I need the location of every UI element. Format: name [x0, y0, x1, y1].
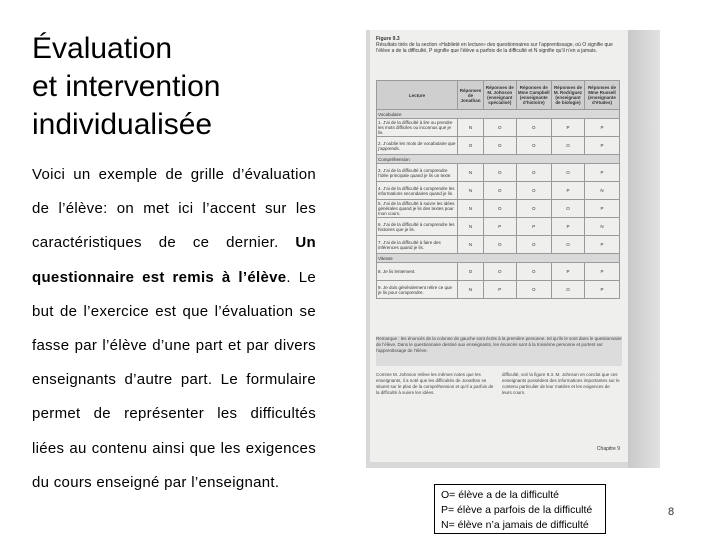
figure-table-cell: P — [552, 263, 585, 281]
figure-table-cell: O — [484, 200, 517, 218]
figure-table-cell: N — [458, 164, 484, 182]
figure-table-section-label: Vocabulaire — [377, 110, 620, 119]
figure-table-cell: O — [516, 182, 551, 200]
figure-caption: Résultats tirés de la section «Habileté en lecture» des questionnaires sur l’apprentissage, où O signifie que l’élève a de la difficulté, P signifie que l’élève a parfois de la difficulté et N signifie qu’il n’en a jamais. — [376, 42, 613, 54]
figure-table-cell: N — [584, 182, 619, 200]
page-binding-shadow — [628, 30, 660, 468]
figure-table-header-cell: Lecture — [377, 81, 458, 110]
figure-table-row — [377, 200, 620, 218]
figure-table-cell: O — [552, 137, 585, 155]
figure-table-row-label: 7. J’ai de la difficulté à faire des inférences quand je lis. — [377, 236, 458, 254]
figure-note: Remarque : les énoncés de la colonne de gauche sont écrits à la première personne, tel qu’ils le sont dans le questionnaire de l’élève. Dans le questionnaire destiné aux enseignants, les énoncés sont à la troisième personne et portent sur l’apprentissage de l’élève. — [376, 336, 622, 366]
figure-table-cell: P — [484, 218, 517, 236]
figure-table-cell: N — [458, 281, 484, 299]
figure-column-left: Comme M. Johnson relève les mêmes notes que les enseignants, il a noté que les difficultés de Jonathan se situent sur le plan de la compréhension et qu’il a parfois de la difficulté à suivre les idées. — [376, 372, 494, 395]
figure-table-row — [377, 182, 620, 200]
figure-table-cell: P — [584, 200, 619, 218]
figure-table-cell: P — [484, 281, 517, 299]
figure-table-cell: P — [584, 119, 619, 137]
figure-table-row — [377, 137, 620, 155]
scanned-textbook-page — [366, 30, 660, 468]
title-line-1: Évaluation — [32, 32, 173, 65]
figure-table-cell: P — [584, 164, 619, 182]
figure-table-cell: N — [584, 218, 619, 236]
body-paragraph — [32, 158, 316, 500]
figure-table-section-row — [377, 155, 620, 164]
legend-line-p: P= élève a parfois de la difficulté — [441, 504, 593, 516]
figure-table-header-cell: Réponses de Jonathan — [458, 81, 484, 110]
figure-footer: Chapitre 9 — [596, 446, 620, 452]
figure-table-cell: O — [516, 119, 551, 137]
figure-table-cell: N — [458, 218, 484, 236]
figure-table-cell: O — [484, 263, 517, 281]
figure-table-cell: O — [552, 281, 585, 299]
figure-table-row-label: 1. J’ai de la difficulté à lire ou prendre les mots difficiles ou inconnus que je lis. — [377, 119, 458, 137]
figure-table-header-cell: Réponses de M. Johnson (enseignant spécialisé) — [484, 81, 517, 110]
figure-table-cell: O — [484, 119, 517, 137]
figure-table-cell: P — [584, 236, 619, 254]
figure-table-cell: O — [484, 137, 517, 155]
figure-table-cell: P — [552, 218, 585, 236]
figure-table-section-row — [377, 254, 620, 263]
figure-table-cell: N — [458, 119, 484, 137]
figure-table-row-label: 2. J’oublie les mots de vocabulaire que j’apprends. — [377, 137, 458, 155]
figure-table-row-label: 9. Je dois généralement relire ce que je lis pour comprendre. — [377, 281, 458, 299]
figure-column-right: difficulté, voir la figure 9.3. M. Johnson en conclut que ces enseignants possèdent des informations importantes sur le contenu particulier de leur matière et les exigences de leurs cours. — [502, 372, 620, 395]
figure-table-header-cell: Réponses de M. Rodriguez (enseignant de biologie) — [552, 81, 585, 110]
body-text-part-1: Voici un exemple de grille d’évaluation de l’élève: on met ici l’accent sur les caractéristiques de ce dernier. — [32, 166, 316, 252]
figure-table-header-cell: Réponses de Mme Russell (enseignante d’études) — [584, 81, 619, 110]
figure-table-row — [377, 218, 620, 236]
figure-table-cell: O — [552, 200, 585, 218]
legend-line-o: O= élève a de la difficulté — [441, 489, 560, 501]
figure-table-section-label: Vitesse — [377, 254, 620, 263]
figure-label: Figure 9.3 — [376, 36, 400, 42]
figure-table-cell: O — [484, 236, 517, 254]
body-text-part-2: . Le but de l’exercice est que l’évaluation se fasse par l’élève d’une part et par divers enseignants d’autre part. Le formulaire permet de représenter les difficultés liées au contenu ainsi que les exigences du cours enseigné par l’enseignant. — [32, 268, 316, 491]
figure-table-cell: O — [516, 281, 551, 299]
legend-line-n: N= élève n’a jamais de difficulté — [441, 519, 589, 531]
figure-table-header-cell: Réponses de Mme Campbell (enseignante d’histoire) — [516, 81, 551, 110]
title-line-2: et intervention — [32, 70, 221, 103]
figure-table-cell: O — [516, 200, 551, 218]
figure-table-cell: P — [584, 263, 619, 281]
figure-table-row-label: 6. J’ai de la difficulté à comprendre les histoires que je lis. — [377, 218, 458, 236]
figure-table-cell: N — [458, 182, 484, 200]
figure-body-text — [376, 372, 622, 438]
scanned-page-sheet — [370, 30, 628, 462]
figure-table-cell: O — [516, 236, 551, 254]
figure-table-row — [377, 236, 620, 254]
figure-table-row-label: 3. J’ai de la difficulté à comprendre l’idée principale quand je lis un texte. — [377, 164, 458, 182]
figure-table-section-row — [377, 110, 620, 119]
figure-table — [376, 80, 620, 299]
figure-table-cell: O — [516, 164, 551, 182]
figure-table-cell: P — [584, 137, 619, 155]
page-number: 8 — [668, 506, 675, 518]
figure-table-cell: O — [516, 263, 551, 281]
figure-table-row-label: 4. J’ai de la difficulté à comprendre les informations secondaires quand je lis. — [377, 182, 458, 200]
figure-table-row-label: 8. Je lis lentement. — [377, 263, 458, 281]
figure-table-cell: P — [584, 281, 619, 299]
legend-box — [434, 484, 606, 534]
figure-table-cell: O — [552, 164, 585, 182]
figure-header — [376, 36, 622, 54]
figure-table-cell: O — [516, 137, 551, 155]
figure-table-cell: O — [458, 137, 484, 155]
figure-table-cell: P — [552, 119, 585, 137]
figure-table-cell: O — [552, 236, 585, 254]
figure-table-cell: O — [458, 263, 484, 281]
figure-table-row — [377, 164, 620, 182]
figure-table-cell: O — [484, 182, 517, 200]
figure-table-row-label: 5. J’ai de la difficulté à suivre les idées générales quand je lis des textes pour mon cours. — [377, 200, 458, 218]
figure-table-cell: N — [458, 200, 484, 218]
figure-table-cell: P — [516, 218, 551, 236]
slide-title — [32, 30, 332, 144]
figure-table-cell: P — [552, 182, 585, 200]
title-line-3: individualisée — [32, 108, 213, 141]
figure-table-section-label: Compréhension — [377, 155, 620, 164]
body-text-emphasis: Un questionnaire est remis à l’élève — [32, 234, 316, 286]
figure-table-cell: O — [484, 164, 517, 182]
figure-table-row — [377, 263, 620, 281]
figure-table-row — [377, 119, 620, 137]
figure-table-row — [377, 281, 620, 299]
figure-table-header-row — [377, 81, 620, 110]
figure-table-cell: N — [458, 236, 484, 254]
